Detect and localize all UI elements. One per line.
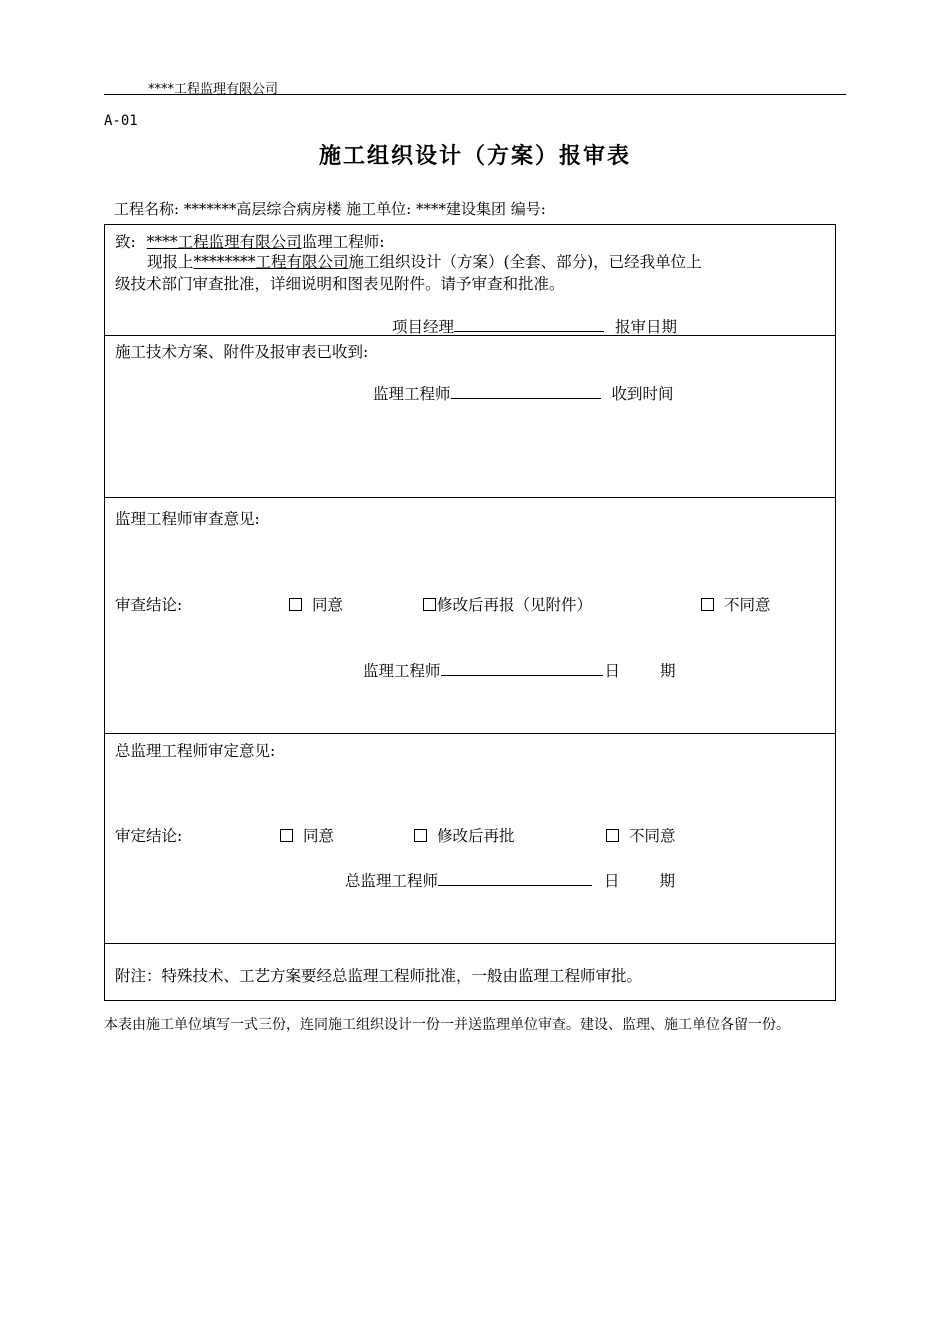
chief-opinion-label: 总监理工程师审定意见: bbox=[115, 742, 276, 760]
form-title: 施工组织设计（方案）报审表 bbox=[318, 143, 631, 169]
construction-unit-label: 施工单位: bbox=[346, 200, 412, 218]
submission-company: ********工程有限公司 bbox=[193, 253, 349, 271]
project-info-line bbox=[114, 198, 546, 219]
review-disagree-checkbox[interactable] bbox=[701, 598, 714, 611]
review-engineer-label: 监理工程师 bbox=[363, 662, 441, 680]
chief-date-label-period: 期 bbox=[659, 872, 676, 890]
project-manager-signature-line[interactable] bbox=[454, 317, 604, 332]
review-conclusion-label: 审查结论: bbox=[115, 596, 183, 614]
chief-date-label-day: 日 bbox=[604, 872, 620, 890]
to-company: ****工程监理有限公司 bbox=[146, 233, 302, 251]
chief-signoff bbox=[345, 869, 675, 891]
review-engineer-signature-line[interactable] bbox=[441, 661, 603, 676]
submission-prefix: 现报上 bbox=[147, 253, 194, 271]
review-date-label-period: 期 bbox=[660, 662, 676, 680]
review-revise-label: 修改后再报（见附件） bbox=[437, 596, 593, 614]
review-option-revise[interactable] bbox=[423, 593, 592, 615]
section-divider-4 bbox=[105, 943, 835, 944]
to-label: 致: bbox=[115, 233, 136, 251]
project-manager-signoff bbox=[392, 315, 677, 337]
review-date-label-day: 日 bbox=[604, 662, 621, 680]
submission-suffix: 施工组织设计（方案）(全套、部分)，已经我单位上 bbox=[348, 253, 702, 271]
chief-disagree-label: 不同意 bbox=[629, 827, 676, 845]
chief-conclusion-label: 审定结论: bbox=[115, 827, 183, 845]
chief-option-revise[interactable] bbox=[414, 824, 515, 846]
chief-agree-label: 同意 bbox=[303, 827, 335, 845]
chief-disagree-checkbox[interactable] bbox=[606, 829, 619, 842]
project-name-value: *******高层综合病房楼 bbox=[183, 200, 342, 218]
received-text: 施工技术方案、附件及报审表已收到: bbox=[115, 343, 369, 361]
addressee-line bbox=[115, 230, 384, 252]
chief-option-agree[interactable] bbox=[280, 824, 334, 846]
header-company: ****工程监理有限公司 bbox=[148, 82, 279, 97]
to-suffix: 监理工程师: bbox=[301, 233, 385, 251]
submission-line-1 bbox=[147, 250, 702, 272]
chief-engineer-signature-line[interactable] bbox=[438, 871, 592, 886]
chief-revise-checkbox[interactable] bbox=[414, 829, 427, 842]
chief-agree-checkbox[interactable] bbox=[280, 829, 293, 842]
project-name-label: 工程名称: bbox=[114, 200, 180, 218]
submit-date-label: 报审日期 bbox=[614, 318, 677, 336]
section-divider-3 bbox=[105, 733, 835, 734]
submission-line-2: 级技术部门审查批准，详细说明和图表见附件。请予审查和批准。 bbox=[115, 275, 565, 293]
chief-option-disagree[interactable] bbox=[606, 824, 676, 846]
review-agree-label: 同意 bbox=[312, 596, 344, 614]
note-text: 附注：特殊技术、工艺方案要经总监理工程师批准，一般由监理工程师审批。 bbox=[115, 967, 643, 985]
construction-unit-value: ****建设集团 bbox=[415, 200, 506, 218]
chief-revise-label: 修改后再批 bbox=[437, 827, 515, 845]
receipt-time-label: 收到时间 bbox=[611, 385, 674, 403]
review-signoff bbox=[363, 659, 676, 681]
approval-form-table bbox=[104, 224, 836, 1001]
review-revise-checkbox[interactable] bbox=[423, 598, 436, 611]
chief-engineer-label: 总监理工程师 bbox=[345, 872, 439, 890]
receipt-engineer-label: 监理工程师 bbox=[373, 385, 451, 403]
review-option-disagree[interactable] bbox=[701, 593, 771, 615]
footer-instructions: 本表由施工单位填写一式三份，连同施工组织设计一份一并送监理单位审查。建设、监理、施工单位各留一份。 bbox=[104, 1017, 790, 1033]
header-divider bbox=[104, 94, 846, 95]
receipt-signoff bbox=[373, 382, 673, 404]
section-divider-1 bbox=[105, 335, 835, 336]
review-disagree-label: 不同意 bbox=[724, 596, 771, 614]
form-code: A-01 bbox=[104, 113, 138, 129]
review-opinion-label: 监理工程师审查意见: bbox=[115, 510, 260, 528]
review-agree-checkbox[interactable] bbox=[289, 598, 302, 611]
review-option-agree[interactable] bbox=[289, 593, 343, 615]
section-divider-2 bbox=[105, 497, 835, 498]
form-number-label: 编号: bbox=[510, 200, 546, 218]
project-manager-label: 项目经理 bbox=[392, 318, 455, 336]
receipt-engineer-signature-line[interactable] bbox=[451, 384, 601, 399]
